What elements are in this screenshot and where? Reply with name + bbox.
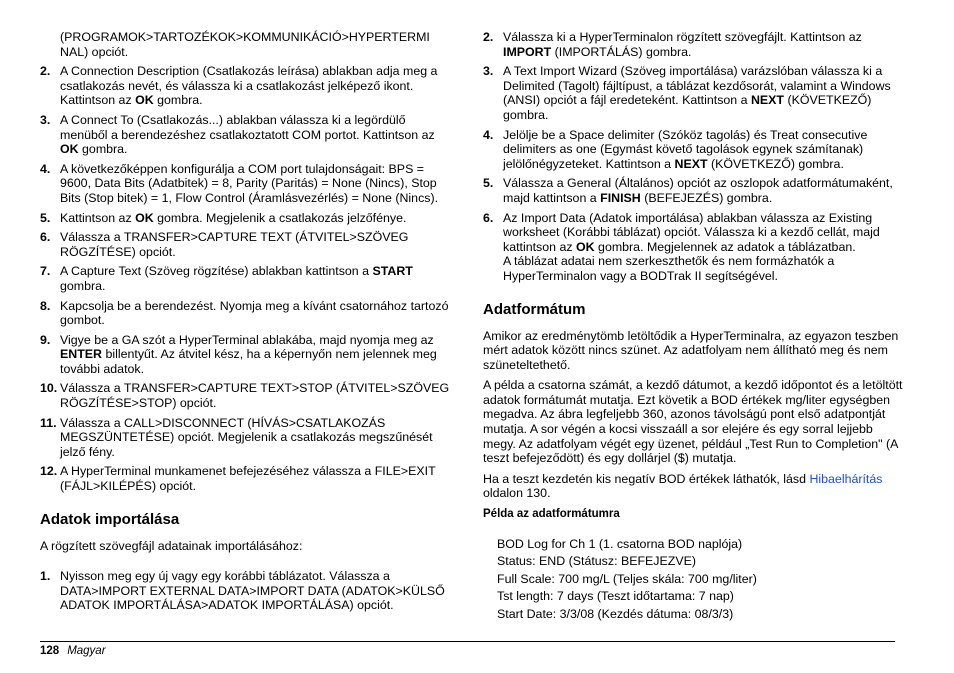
step-number: 3. bbox=[483, 64, 494, 79]
footer-language: Magyar bbox=[67, 645, 106, 657]
example-block bbox=[483, 536, 903, 624]
step-item: 5. Válassza a General (Általános) opciót az oszlopok adatformátumaként, majd kattintson a FINISH (BEFEJEZÉS) gombra. bbox=[483, 176, 893, 205]
footer-divider bbox=[40, 641, 895, 642]
step-item: 3. A Text Import Wizard (Szöveg importálása) varázslóban válassza ki a Delimited (Tagolt) fájltípust, a táblázat kezdősorát, valamint a Windows (ANSI) opciót a fájl eredeteként. Kattintson a NEXT (KÖVETKEZŐ) gombra. bbox=[483, 64, 891, 122]
example-line: Status: END (Státusz: BEFEJEZVE) bbox=[497, 554, 696, 569]
step-number: 4. bbox=[40, 161, 51, 176]
step-number: 11. bbox=[40, 415, 57, 430]
step-item: 2. A Connection Description (Csatlakozás leírása) ablakban adja meg a csatlakozás nevét, és válassza ki a csatlakozást jelképező ikont. Kattintson az OK gombra. bbox=[40, 64, 438, 108]
step-number: 6. bbox=[40, 230, 51, 245]
step-number: 6. bbox=[483, 210, 494, 225]
step-item: 6. Válassza a TRANSFER>CAPTURE TEXT (ÁTVITEL>SZÖVEG RÖGZÍTÉSE) opciót. bbox=[40, 230, 409, 259]
example-heading: Példa az adatformátumra bbox=[483, 508, 620, 521]
step-item: 11. Válassza a CALL>DISCONNECT (HÍVÁS>CSATLAKOZÁS MEGSZÜNTETÉSE) opciót. Megjelenik a csatlakozás megszűnését jelző fény. bbox=[40, 415, 433, 459]
step-number: 4. bbox=[483, 127, 494, 142]
format-paragraph: Amikor az eredménytömb letöltődik a HyperTerminalra, az egyazon teszben mért adatok között nincs szünet. Az adatfolyam nem állítható meg és nem szüneteltethető. bbox=[483, 328, 899, 372]
step-number: 12. bbox=[40, 464, 58, 479]
step-number: 8. bbox=[40, 298, 51, 313]
step-number: 2. bbox=[40, 64, 51, 79]
step-item: 3. A Connect To (Csatlakozás...) ablakban válassza ki a legördülő menüből a berendezéshez csatlakoztatott COM portot. Kattintson az OK gombra. bbox=[40, 112, 435, 157]
step-item: 9. Vigye be a GA szót a HyperTerminal ablakába, majd nyomja meg az ENTER billentyűt. Az átvitel kész, ha a képernyőn nem jelennek meg további adatok. bbox=[40, 332, 437, 376]
step-number: 3. bbox=[40, 112, 51, 127]
right-column bbox=[483, 30, 903, 623]
page-number: 128 bbox=[40, 645, 60, 657]
step-item: 10. Válassza a TRANSFER>CAPTURE TEXT>STOP (ÁTVITEL>SZÖVEG RÖGZÍTÉSE>STOP) opciót. bbox=[40, 381, 450, 411]
step-item: 2. Válassza ki a HyperTerminalon rögzített szövegfájlt. Kattintson az IMPORT (IMPORTÁLÁS) gombra. bbox=[483, 30, 862, 59]
troubleshooting-reference: Ha a teszt kezdetén kis negatív BOD értékek láthatók, lásd Hibaelhárítás oldalon 130. bbox=[483, 471, 883, 501]
step-note: A táblázat adatai nem szerkeszthetők és nem formázhatók a HyperTerminalon vagy a BODTrak II segítségével. bbox=[503, 254, 835, 283]
format-paragraph: A példa a csatorna számát, a kezdő dátumot, a kezdő időpontot és a letöltött adatok formátumát mutatja. Ezt követik a BOD értékek mg/liter egységben megadva. Az ábra legfeljebb 360, azonos távolságú pont első adatpontját mutatja. A sor végén a kocsi visszaáll a sor elejére és egy sorral lejjebb megy. Az adatfolyam végét egy üzenet, például „Test Run to Completion" (A teszt befejeződött) és egy dollárjel ($) mutatja. bbox=[483, 378, 903, 466]
step-item: 1. Nyisson meg egy új vagy egy korábbi táblázatot. Válassza a DATA>IMPORT EXTERNAL DATA>IMPORT DATA (ADATOK>KÜLSŐ ADATOK IMPORTÁLÁSA>ADATOK IMPORTÁLÁSA) opciót. bbox=[40, 569, 445, 613]
step-number: 7. bbox=[40, 264, 51, 279]
step-item: 4. A következőképpen konfigurálja a COM port tulajdonságait: BPS = 9600, Data Bits (Adatbitek) = 8, Parity (Paritás) = None (Nincs), Stop Bits (Stop bitek) = 1, Flow Control (Áramlásvezérlés) = None (Nincs). bbox=[40, 161, 439, 205]
step-item: 7. A Capture Text (Szöveg rögzítése) ablakban kattintson a START gombra. bbox=[40, 264, 413, 293]
step-item: 4. Jelölje be a Space delimiter (Szóköz tagolás) és Treat consecutive delimiters as one (Egymást követő tagolások egynek számítanak) jelölőnégyzeteket. Kattintson a NEXT (KÖVETKEZŐ) gombra. bbox=[483, 127, 868, 171]
example-line: Start Date: 3/3/08 (Kezdés dátuma: 08/3/3) bbox=[497, 606, 734, 621]
left-column bbox=[40, 30, 456, 618]
step-number: 5. bbox=[40, 210, 51, 225]
troubleshooting-link[interactable]: Hibaelhárítás bbox=[809, 471, 883, 486]
step-number: 2. bbox=[483, 30, 494, 44]
example-line: Tst length: 7 days (Teszt időtartama: 7 nap) bbox=[497, 589, 734, 604]
section-heading-format: Adatformátum bbox=[483, 300, 586, 318]
page-footer bbox=[40, 644, 106, 659]
continued-step-text: (PROGRAMOK>TARTOZÉKOK>KOMMUNIKÁCIÓ>HYPERTERMI NAL) opciót. bbox=[60, 30, 430, 59]
step-item: 12. A HyperTerminal munkamenet befejezéséhez válassza a FILE>EXIT (FÁJL>KILÉPÉS) opciót. bbox=[40, 464, 436, 494]
example-line: Full Scale: 700 mg/L (Teljes skála: 700 mg/liter) bbox=[497, 571, 757, 586]
section-heading-import: Adatok importálása bbox=[40, 510, 180, 528]
import-steps-continued bbox=[483, 30, 903, 284]
step-item: 6. Az Import Data (Adatok importálása) ablakban válassza az Existing worksheet (Korábbi táblázat) opciót. Válassza ki a kezdő cellát, majd kattintson az OK gombra. Megjelennek az adatok a táblázatban. A táblázat adatai nem szerkeszthetők és nem formázhatók a HyperTerminalon vagy a BODTrak II segítségével. bbox=[483, 210, 880, 283]
step-number: 9. bbox=[40, 332, 51, 347]
connection-steps bbox=[40, 64, 456, 493]
step-item: 8. Kapcsolja be a berendezést. Nyomja meg a kívánt csatornához tartozó gombot. bbox=[40, 298, 449, 328]
step-number: 10. bbox=[40, 381, 58, 396]
step-item: 5. Kattintson az OK gombra. Megjelenik a csatlakozás jelzőfénye. bbox=[40, 210, 407, 225]
step-number: 1. bbox=[40, 569, 51, 584]
import-steps bbox=[40, 569, 456, 613]
example-line: BOD Log for Ch 1 (1. csatorna BOD naplója) bbox=[497, 536, 743, 551]
step-number: 5. bbox=[483, 176, 494, 191]
import-intro: A rögzített szövegfájl adatainak importálásához: bbox=[40, 538, 303, 553]
